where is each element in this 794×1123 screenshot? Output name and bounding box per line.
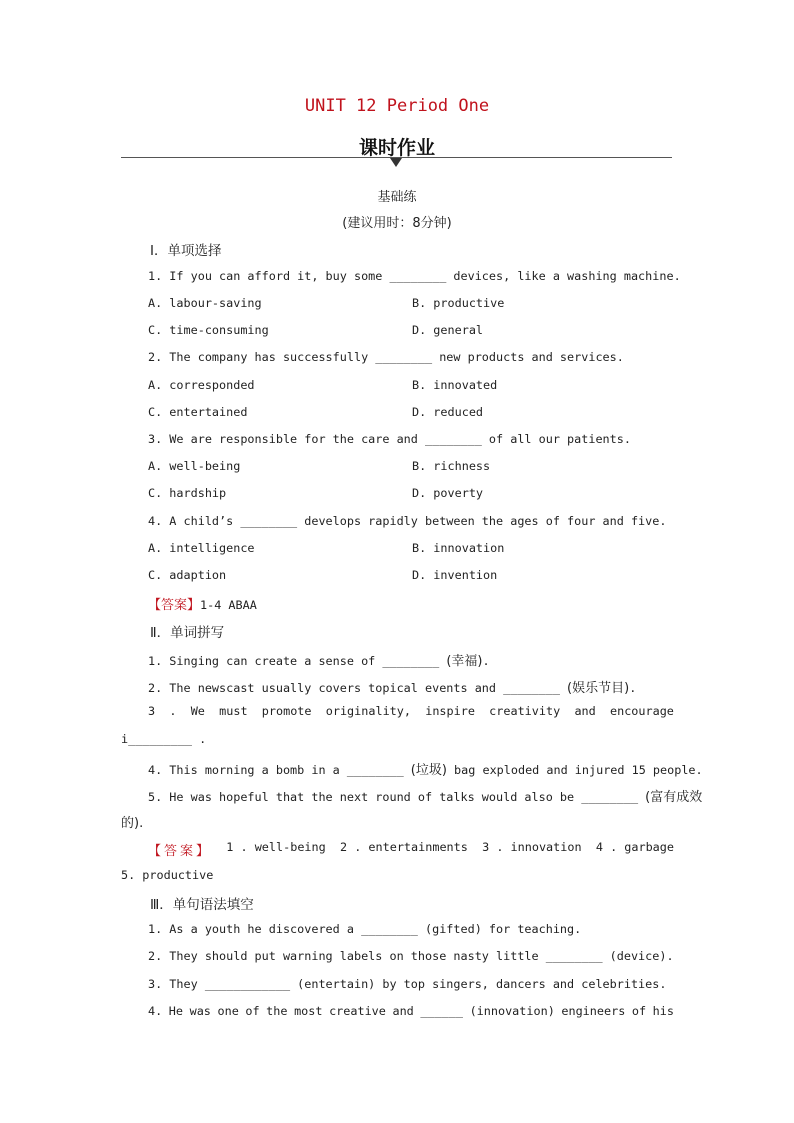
s1-q3-option-a: A. well-being — [148, 459, 241, 473]
s2-q4 — [148, 759, 703, 778]
s2-answer-item: 4 . garbage — [595, 840, 674, 854]
s1-q3-stem: 3. We are responsible for the care and ________ of all our patients. — [148, 432, 631, 446]
section-1-heading: Ⅰ．单项选择 — [150, 243, 222, 259]
s2-q4-hint: (垃圾) — [410, 763, 447, 778]
s3-q4-word: the — [266, 1004, 288, 1018]
s3-q4-word: of — [631, 1004, 647, 1018]
s1-q3-option-b: B. richness — [412, 459, 491, 473]
s2-q1 — [148, 650, 490, 669]
s2-q3-word: creativity — [489, 704, 561, 718]
s2-answer-item: 2 . entertainments — [340, 840, 468, 854]
s1-q1-option-a: A. labour-saving — [148, 296, 262, 310]
s2-q5-continuation: 的). — [121, 816, 144, 831]
s1-answer — [148, 594, 257, 613]
s2-answer-line — [148, 840, 674, 859]
s2-q1-text: 1. Singing can create a sense of ________ — [148, 654, 447, 668]
s2-q3-word: We — [190, 704, 205, 718]
s2-q3-word: promote — [261, 704, 312, 718]
s3-q4-word: of — [245, 1004, 260, 1018]
answer-mark: 【答案】 — [148, 598, 201, 613]
s1-q4-option-c: C. adaption — [148, 568, 227, 582]
s3-q4-word: creative — [329, 1004, 386, 1018]
s3-q4-word: engineers — [561, 1004, 626, 1018]
s3-q2: 2. They should put warning labels on those nasty little ________ (device). — [148, 949, 674, 963]
s3-q4-word: and — [392, 1004, 414, 1018]
s1-q1-option-d: D. general — [412, 323, 484, 337]
s1-q2-option-c: C. entertained — [148, 405, 248, 419]
s1-q1-option-b: B. productive — [412, 296, 505, 310]
s2-q3-word: . — [169, 704, 177, 718]
s2-q1-hint: (幸福) — [446, 654, 483, 669]
s2-q3-line — [148, 704, 674, 718]
s3-q4-word: (innovation) — [469, 1004, 555, 1018]
s2-q2-text: 2. The newscast usually covers topical events and ________ — [148, 681, 568, 695]
s2-q3-word: 3 — [148, 704, 156, 718]
s2-q3-continuation: i_________ . — [121, 732, 207, 746]
s1-q4-option-a: A. intelligence — [148, 541, 255, 555]
s1-q4-stem: 4. A child’s ________ develops rapidly between the ages of four and five. — [148, 514, 667, 528]
s2-q4-text: 4. This morning a bomb in a ________ — [148, 763, 411, 777]
s3-q4-word: He — [168, 1004, 184, 1018]
s1-q3-option-d: D. poverty — [412, 486, 484, 500]
suggested-time: (建议用时：8分钟) — [342, 216, 452, 231]
s1-q1-stem: 1. If you can afford it, buy some ________ devices, like a washing machine. — [148, 269, 681, 283]
s2-q4-end: bag exploded and injured 15 people. — [446, 763, 703, 777]
section-2-heading: Ⅱ．单词拼写 — [150, 625, 225, 641]
s2-q2 — [148, 677, 636, 696]
s2-q3-word: originality, — [325, 704, 411, 718]
s2-answer-item: 1 . well-being — [226, 840, 326, 854]
unit-title: UNIT 12 Period One — [304, 96, 490, 116]
s3-q4-line — [148, 1004, 674, 1018]
s2-q3-word: and — [574, 704, 596, 718]
answer-text: 1-4 ABAA — [200, 598, 257, 612]
down-triangle-icon — [390, 158, 402, 167]
s2-q5 — [148, 786, 702, 805]
answer-mark: 【答案】 — [148, 844, 213, 859]
s1-q2-option-b: B. innovated — [412, 378, 498, 392]
section-3-heading: Ⅲ．单句语法填空 — [150, 897, 254, 913]
s2-q2-hint: (娱乐节目) — [567, 681, 630, 696]
s3-q4-word: his — [652, 1004, 674, 1018]
s1-q4-option-d: D. invention — [412, 568, 498, 582]
s1-q2-option-d: D. reduced — [412, 405, 484, 419]
s3-q3: 3. They ____________ (entertain) by top singers, dancers and celebrities. — [148, 977, 667, 991]
s1-q2-stem: 2. The company has successfully ________ new products and services. — [148, 350, 624, 364]
s2-q3-word: inspire — [425, 704, 475, 718]
s3-q4-word: one — [217, 1004, 239, 1018]
s2-q2-end: . — [629, 681, 637, 695]
s3-q4-word: most — [294, 1004, 323, 1018]
s3-q1: 1. As a youth he discovered a ________ (gifted) for teaching. — [148, 922, 582, 936]
s3-q4-word: ______ — [420, 1004, 463, 1018]
practice-name: 基础练 — [377, 190, 417, 205]
s2-q3-word: encourage — [609, 704, 674, 718]
s2-q1-end: . — [482, 654, 490, 668]
s3-q4-word: was — [189, 1004, 211, 1018]
s1-q2-option-a: A. corresponded — [148, 378, 255, 392]
s2-q3-word: must — [219, 704, 248, 718]
s2-q5-text: 5. He was hopeful that the next round of talks would also be ________ — [148, 790, 646, 804]
homework-subtitle: 课时作业 — [358, 137, 435, 159]
s1-q1-option-c: C. time-consuming — [148, 323, 269, 337]
s1-q4-option-b: B. innovation — [412, 541, 505, 555]
s1-q3-option-c: C. hardship — [148, 486, 227, 500]
s2-answer-continuation: 5. productive — [121, 868, 214, 882]
s3-q4-word: 4. — [148, 1004, 163, 1018]
s2-answer-item: 3 . innovation — [482, 840, 582, 854]
s2-q5-hint: (富有成效 — [645, 790, 703, 805]
